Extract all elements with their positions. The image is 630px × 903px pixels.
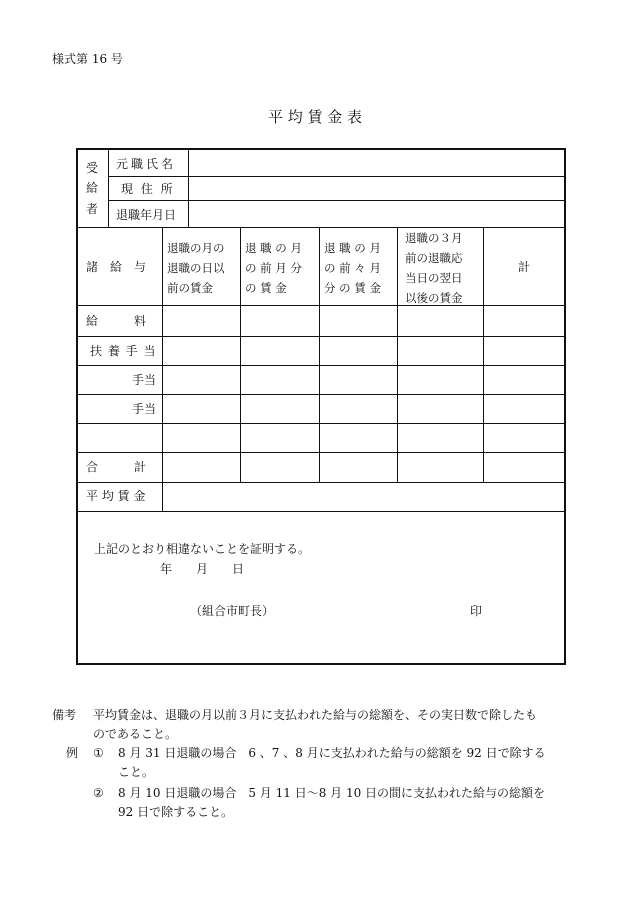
row-allowance-2: 手当 — [132, 402, 157, 416]
line-row — [78, 482, 566, 483]
address-label: 現 住 所 — [121, 182, 175, 196]
line-col-label — [162, 227, 163, 511]
row-family-allowance: 扶 養 手 当 — [90, 344, 157, 358]
total-column-header: 計 — [518, 260, 531, 274]
retire-date-label: 退職年月日 — [116, 208, 177, 222]
page-title: 平 均 賃 金 表 — [267, 108, 363, 126]
line-recipient-label — [188, 150, 189, 227]
row-average-wage: 平 均 賃 金 — [86, 489, 146, 503]
line-after-recipient — [78, 227, 566, 228]
line-row — [78, 336, 566, 337]
line-row — [78, 423, 566, 424]
recipient-char-3: 者 — [86, 202, 99, 216]
line-after-name — [108, 176, 566, 177]
notes-text-2: のであること。 — [93, 727, 178, 741]
notes-label: 備考 — [52, 708, 77, 722]
wage-table — [76, 148, 566, 665]
example-label: 例 — [66, 746, 79, 760]
example-2-mark: ② — [93, 786, 104, 800]
line-row — [78, 452, 566, 453]
line-after-header — [78, 305, 566, 306]
example-1-text-1: 8 月 31 日退職の場合 6 、7 、8 月に支払われた給与の総額を 92 日で除する — [118, 746, 546, 760]
col3-header: 退 職 の 月 の 前 々 月 分 の 賃 金 — [324, 241, 381, 295]
example-2-text-1: 8 月 10 日退職の場合 5 月 11 日〜8 月 10 日の間に支払われた給与の総額を — [118, 786, 546, 800]
recipient-char-1: 受 — [86, 161, 99, 175]
example-2-text-2: 92 日で除すること。 — [118, 805, 234, 819]
certification-date: 年 月 日 — [160, 562, 245, 576]
line-col2 — [319, 227, 320, 482]
col1-header: 退職の月の 退職の日以 前の賃金 — [167, 241, 225, 295]
certification-signer: （組合市町長） — [190, 604, 275, 618]
row-salary: 給 料 — [86, 314, 147, 328]
line-recipient-group — [108, 150, 109, 227]
line-col1 — [240, 227, 241, 482]
form-number: 様式第 16 号 — [52, 52, 123, 66]
seal-mark: 印 — [470, 604, 483, 618]
example-1-mark: ① — [93, 746, 104, 760]
row-allowance-1: 手当 — [132, 373, 157, 387]
line-col3 — [397, 227, 398, 482]
recipient-char-2: 給 — [86, 181, 99, 195]
line-after-average — [78, 511, 566, 512]
notes-text-1: 平均賃金は、退職の月以前３月に支払われた給与の総額を、その実日数で除したも — [93, 708, 538, 722]
name-label: 元職氏名 — [116, 157, 177, 171]
column-label: 諸 給 与 — [86, 260, 147, 274]
col2-header: 退 職 の 月 の 前 月 分 の 賃 金 — [245, 241, 302, 295]
row-total: 合 計 — [86, 460, 147, 474]
certification-statement: 上記のとおり相違ないことを証明する。 — [94, 542, 311, 556]
line-after-address — [108, 200, 566, 201]
col4-header: 退職の３月 前の退職応 当日の翌日 以後の賃金 — [405, 231, 463, 305]
example-1-text-2: こと。 — [118, 765, 155, 779]
line-row — [78, 394, 566, 395]
line-col4 — [483, 227, 484, 482]
line-row — [78, 365, 566, 366]
